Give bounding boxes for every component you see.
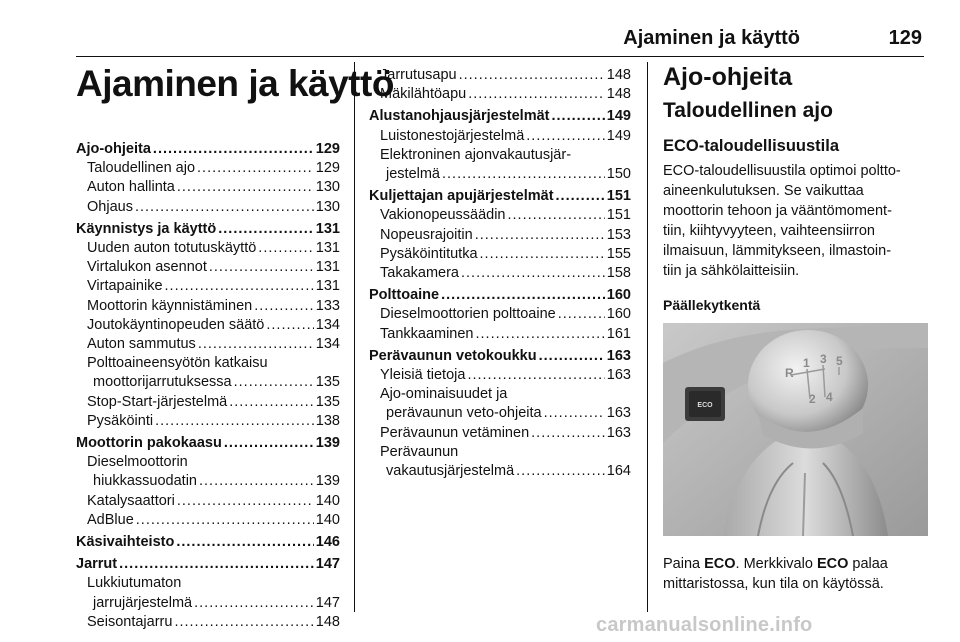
paragraph-line: aineenkulutuksen. Se vaikuttaa <box>663 183 864 199</box>
body-paragraph <box>663 161 928 281</box>
toc-dot-leader <box>153 140 314 159</box>
toc-page-number: 135 <box>315 374 340 391</box>
toc-entry-label: Vakionopeussäädin <box>380 207 506 224</box>
toc-entry-label: Ajo-ohjeita <box>76 141 151 157</box>
watermark: carmanualsonline.info <box>596 614 813 636</box>
toc-dot-leader <box>539 347 605 366</box>
instruction-text: Paina ECO. Merkkivalo ECO palaa mittaristossa, kun tila on käytössä. <box>663 556 888 592</box>
toc-section-entry <box>76 434 340 453</box>
toc-dot-leader <box>198 335 314 354</box>
figure-caption: Päällekytkentä <box>663 297 761 313</box>
toc-dot-leader <box>468 85 605 104</box>
toc-entry-label: perävaunun veto-ohjeita <box>386 405 542 422</box>
toc-entry-label: Nopeusrajoitin <box>380 226 473 243</box>
toc-entry <box>76 335 340 354</box>
toc-dot-leader <box>531 424 605 443</box>
toc-entry <box>76 277 340 296</box>
toc-page-number: 130 <box>315 179 340 196</box>
toc-entry-text: Elektroninen ajonvakautusjär- <box>380 146 572 163</box>
toc-dot-leader <box>526 127 605 146</box>
toc-entry <box>369 66 631 85</box>
toc-page-number: 131 <box>315 259 340 276</box>
header-rule <box>76 56 924 57</box>
toc-entry-label: Stop-Start-järjestelmä <box>87 393 228 410</box>
toc-page-number: 148 <box>315 613 340 630</box>
toc-dot-leader <box>177 178 314 197</box>
toc-entry <box>76 297 340 316</box>
toc-entry-label: Pysäköinti <box>87 412 154 429</box>
toc-page-number: 130 <box>315 198 340 215</box>
toc-dot-leader <box>475 226 605 245</box>
toc-entry-label: Auton hallinta <box>87 179 175 196</box>
toc-dot-leader <box>258 239 314 258</box>
page-number: 129 <box>888 27 922 49</box>
toc-dot-leader <box>229 393 314 412</box>
toc-entry-label: hiukkassuodatin <box>93 473 197 490</box>
toc-entry-label: moottorijarrutuksessa <box>93 374 232 391</box>
toc-page-number: 151 <box>606 188 631 205</box>
toc-page-number: 155 <box>606 245 631 262</box>
toc-column-2 <box>369 66 631 481</box>
toc-page-number: 150 <box>606 166 631 183</box>
toc-entry-label: jarrujärjestelmä <box>93 594 193 611</box>
toc-page-number: 131 <box>315 278 340 295</box>
toc-entry <box>369 264 631 283</box>
toc-entry-label: Auton sammutus <box>87 336 196 353</box>
toc-entry-label: Virtalukon asennot <box>87 259 207 276</box>
toc-dot-leader <box>459 66 605 85</box>
toc-entry <box>369 462 631 481</box>
toc-entry <box>369 226 631 245</box>
toc-entry-label: Mäkilähtöapu <box>380 86 467 103</box>
toc-entry <box>369 424 631 443</box>
toc-dot-leader <box>224 434 314 453</box>
gear-shift-illustration <box>663 323 928 536</box>
toc-section-entry <box>369 347 631 366</box>
toc-entry <box>76 472 340 491</box>
toc-entry-label: Moottorin pakokaasu <box>76 435 222 452</box>
paragraph-line: tiin, kiihtyvyyteen, vaihteensiirron <box>663 223 875 239</box>
toc-entry <box>369 305 631 324</box>
section-column <box>663 63 928 610</box>
toc-dot-leader <box>476 325 605 344</box>
toc-entry <box>76 178 340 197</box>
topic-heading: ECO-taloudellisuustila <box>663 137 840 155</box>
toc-entry-label: Uuden auton totutuskäyttö <box>87 240 257 257</box>
toc-dot-leader <box>174 613 313 632</box>
toc-dot-leader <box>209 258 314 277</box>
toc-section-entry <box>76 220 340 239</box>
toc-entry-label: Perävaunun vetokoukku <box>369 347 537 364</box>
toc-entry-label: Tankkaaminen <box>380 325 474 342</box>
toc-page-number: 129 <box>315 160 340 177</box>
toc-page-number: 151 <box>606 207 631 224</box>
toc-page-number: 134 <box>315 316 340 333</box>
toc-section-entry <box>369 107 631 126</box>
toc-dot-leader <box>136 511 314 530</box>
toc-entry <box>369 206 631 225</box>
toc-section-entry <box>369 187 631 206</box>
toc-dot-leader <box>218 220 314 239</box>
toc-page-number: 164 <box>606 463 631 480</box>
toc-entry <box>369 165 631 184</box>
toc-entry-label: Ohjaus <box>87 198 133 215</box>
toc-section-entry <box>76 533 340 552</box>
toc-entry-label: Alustanohjausjärjestelmät <box>369 108 550 125</box>
toc-entry <box>369 85 631 104</box>
toc-page-number: 161 <box>606 325 631 342</box>
toc-dot-leader <box>155 412 314 431</box>
toc-entry-label: Luistonestojärjestelmä <box>380 127 525 144</box>
running-header-title: Ajaminen ja käyttö <box>623 27 800 49</box>
toc-dot-leader <box>165 277 314 296</box>
toc-entry-label: Joutokäyntinopeuden säätö <box>87 316 265 333</box>
toc-entry-label: Takakamera <box>380 265 459 282</box>
toc-entry-label: Moottorin käynnistäminen <box>87 297 253 314</box>
toc-dot-leader <box>544 404 605 423</box>
toc-dot-leader <box>480 245 605 264</box>
toc-entry-text: Polttoaineensyötön katkaisu <box>87 355 268 372</box>
toc-dot-leader <box>266 316 313 335</box>
toc-dot-leader <box>552 107 605 126</box>
toc-entry-label: Virtapainike <box>87 278 163 295</box>
svg-text:4: 4 <box>826 390 833 404</box>
toc-entry-label: Polttoaine <box>369 287 440 304</box>
gear-shift-image <box>663 323 928 536</box>
toc-entry-label: Jarrut <box>76 556 118 573</box>
toc-entry <box>369 245 631 264</box>
toc-page-number: 163 <box>606 367 631 384</box>
column-divider-1 <box>354 62 355 612</box>
toc-page-number: 163 <box>606 424 631 441</box>
toc-page-number: 134 <box>315 336 340 353</box>
subsection-heading: Taloudellinen ajo <box>663 99 833 122</box>
toc-entry-label: Yleisiä tietoja <box>380 367 466 384</box>
toc-dot-leader <box>467 366 604 385</box>
toc-entry <box>76 198 340 217</box>
toc-entry-label: Seisontajarru <box>87 613 173 630</box>
toc-entry <box>76 316 340 335</box>
toc-dot-leader <box>556 187 605 206</box>
toc-page-number: 148 <box>606 67 631 83</box>
toc-entry-text: Lukkiutumaton <box>87 575 182 592</box>
toc-dot-leader <box>135 198 314 217</box>
toc-entry-label: Kuljettajan apujärjestelmät <box>369 188 554 205</box>
toc-entry <box>76 594 340 613</box>
toc-page-number: 149 <box>606 127 631 144</box>
toc-dot-leader <box>199 472 314 491</box>
svg-text:5: 5 <box>836 354 843 368</box>
toc-entry-label: Taloudellinen ajo <box>87 160 196 177</box>
toc-entry-text: Dieselmoottorin <box>87 454 188 471</box>
toc-entry-text: Ajo-ominaisuudet ja <box>380 386 508 403</box>
toc-column-1 <box>76 140 340 632</box>
toc-entry-label: Perävaunun vetäminen <box>380 424 530 441</box>
toc-entry-label: Jarrutusapu <box>380 67 457 83</box>
toc-entry <box>76 373 340 392</box>
toc-entry-label: Käsivaihteisto <box>76 534 175 551</box>
toc-page-number: 163 <box>606 347 631 364</box>
toc-dot-leader <box>177 492 314 511</box>
toc-page-number: 153 <box>606 226 631 243</box>
toc-entry <box>76 613 340 632</box>
toc-entry-text: Perävaunun <box>380 443 459 460</box>
toc-page-number: 131 <box>315 220 340 237</box>
svg-text:2: 2 <box>809 392 816 406</box>
toc-page-number: 147 <box>315 556 340 573</box>
toc-dot-leader <box>461 264 605 283</box>
toc-page-number: 148 <box>606 86 631 103</box>
toc-entry <box>76 492 340 511</box>
toc-entry-label: Käynnistys ja käyttö <box>76 220 217 237</box>
svg-text:1: 1 <box>803 356 810 370</box>
toc-dot-leader <box>234 373 314 392</box>
section-heading: Ajo-ohjeita <box>663 63 793 91</box>
toc-page-number: 163 <box>606 405 631 422</box>
toc-section-entry <box>76 555 340 574</box>
svg-text:3: 3 <box>820 352 827 366</box>
toc-section-entry <box>369 286 631 305</box>
toc-page-number: 140 <box>315 492 340 509</box>
toc-page-number: 129 <box>315 141 340 157</box>
toc-entry <box>76 393 340 412</box>
toc-page-number: 160 <box>606 306 631 323</box>
toc-dot-leader <box>516 462 605 481</box>
toc-dot-leader <box>197 159 314 178</box>
paragraph-line: tiin ja sähkölaitteisiin. <box>663 263 800 279</box>
toc-entry <box>369 127 631 146</box>
toc-dot-leader <box>254 297 314 316</box>
toc-dot-leader <box>176 533 313 552</box>
toc-entry <box>369 325 631 344</box>
eco-button-label: ECO <box>697 402 713 409</box>
paragraph-line: ECO-taloudellisuustila optimoi poltto- <box>663 163 901 179</box>
toc-entry <box>369 404 631 423</box>
toc-page-number: 158 <box>606 265 631 282</box>
svg-text:R: R <box>785 366 794 380</box>
toc-entry <box>369 366 631 385</box>
toc-page-number: 149 <box>606 108 631 125</box>
paragraph-line: moottorin tehoon ja vääntömoment- <box>663 203 892 219</box>
toc-entry-label: Dieselmoottorien polttoaine <box>380 306 556 323</box>
chapter-title: Ajaminen ja käyttö <box>76 63 394 104</box>
toc-dot-leader <box>119 555 314 574</box>
toc-page-number: 138 <box>315 412 340 429</box>
toc-entry <box>76 159 340 178</box>
toc-entry-label: jestelmä <box>386 166 440 183</box>
toc-page-number: 131 <box>315 240 340 257</box>
toc-dot-leader <box>194 594 314 613</box>
toc-entry-label: Pysäköintitutka <box>380 245 478 262</box>
toc-dot-leader <box>508 206 605 225</box>
toc-entry-label: vakautusjärjestelmä <box>386 463 515 480</box>
toc-entry-label: Katalysaattori <box>87 492 175 509</box>
toc-entry <box>76 511 340 530</box>
toc-section-entry <box>76 140 340 159</box>
toc-page-number: 140 <box>315 511 340 528</box>
toc-dot-leader <box>442 165 605 184</box>
toc-page-number: 146 <box>315 534 340 551</box>
toc-page-number: 133 <box>315 297 340 314</box>
toc-entry <box>76 412 340 431</box>
toc-entry-label: AdBlue <box>87 511 134 528</box>
toc-entry <box>76 258 340 277</box>
toc-dot-leader <box>441 286 605 305</box>
toc-entry <box>76 239 340 258</box>
column-divider-2 <box>647 62 648 612</box>
toc-page-number: 139 <box>315 473 340 490</box>
toc-dot-leader <box>558 305 605 324</box>
toc-page-number: 139 <box>315 435 340 452</box>
toc-page-number: 135 <box>315 393 340 410</box>
toc-page-number: 147 <box>315 594 340 611</box>
paragraph-line: ilmaisuun, lämmitykseen, ilmastoin- <box>663 243 892 259</box>
toc-page-number: 160 <box>606 287 631 304</box>
